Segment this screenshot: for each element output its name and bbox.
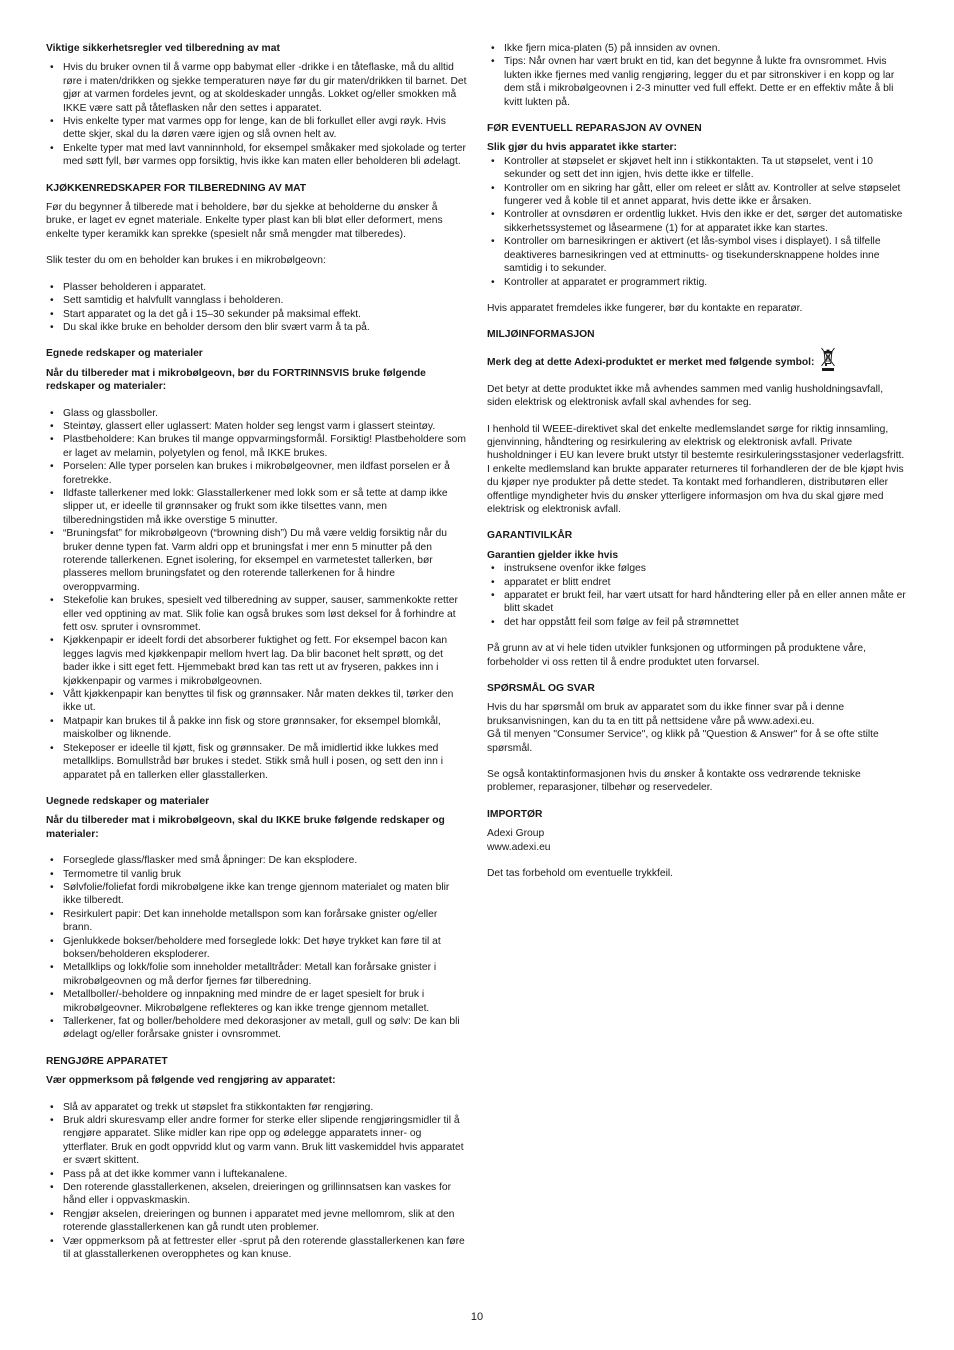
crossed-out-wheelie-bin-icon [820, 346, 836, 372]
list-item: • Hvis enkelte typer mat varmes opp for lenge, kan de bli forkullet eller avgi røyk. Hvis dette skjer, skal du la døren være igjen og slå ovnen helt av. [46, 115, 468, 142]
list-item: • Glass og glassboller. [46, 407, 468, 420]
list-item: • Pass på at det ikke kommer vann i luftekanalene. [46, 1168, 468, 1181]
unsuitable-intro: Når du tilbereder mat i mikrobølgeovn, skal du IKKE bruke følgende redskaper og materialer: [46, 815, 445, 840]
cleaning-list [46, 1101, 468, 1262]
list-item: • Bruk aldri skuresvamp eller andre former for sterke eller slipende rengjøringsmidler til å rengjøre apparatet. Slike midler kan ripe opp og ødelegge apparatets inner- og ytterflater. Bruk en godt oppvridd klut og varm vann. Bruk litt vaskemiddel hvis apparatet er svært skittent. [46, 1114, 468, 1168]
heading-safety: Viktige sikkerhetsregler ved tilberedning av mat [46, 43, 280, 54]
utensils-intro: Før du begynner å tilberede mat i beholdere, bør du sjekke at beholderne du ønsker å bruke, er laget ev egnet materiale. Enkelte typer plast kan bli bløt eller deformert, mens enkelte typer keramikk kan sprekke (spesielt når små mengder mat tilberedes). [46, 202, 443, 240]
list-item: • Steintøy, glassert eller uglassert: Maten holder seg lengst varm i glassert steintøy. [46, 420, 468, 433]
page-number: 10 [470, 1311, 484, 1323]
list-item: • Termometre til vanlig bruk [46, 868, 468, 881]
list-item: • Du skal ikke bruke en beholder dersom den blir svært varm å ta på. [46, 321, 468, 334]
list-item: • Kontroller om en sikring har gått, eller om releet er slått av. Kontroller at selve støpselet fungerer ved å koble til et annet apparat, hvis dette ikke er årsaken. [487, 182, 909, 209]
list-item: • apparatet er blitt endret [487, 576, 909, 589]
list-item: • apparatet er brukt feil, har vært utsatt for hard håndtering eller på en eller annen måte er blitt skadet [487, 589, 909, 616]
list-item: • Enkelte typer mat med lavt vanninnhold, for eksempel småkaker med sjokolade og terter med søtt fyll, bør varmes opp forsiktig, hvis ikke kan maten eller beholderen bli ødelagt. [46, 142, 468, 169]
list-item: • Hvis du bruker ovnen til å varme opp babymat eller -drikke i en tåteflaske, må du alltid røre i maten/drikken og sjekke temperaturen nøye før du gir maten/drikken til barnet. Det gjør at varmen fordeles jevnt, og at skoldeskader unngås. Lokket og/eller smokken må IKKE være satt på tåteflasken når den settes i apparatet. [46, 61, 468, 115]
list-item: • Tallerkener, fat og boller/beholdere med dekorasjoner av metall, gull og sølv: De kan bli ødelagt og/eller forårsake gnister i ovnsrommet. [46, 1015, 468, 1042]
list-item: • Stekefolie kan brukes, spesielt ved tilberedning av supper, sauser, sammenkokte retter eller ved opptining av mat. Slik folie kan også brukes som løst deksel for å forhindre at fett osv. spruter i ovnsrommet. [46, 594, 468, 634]
cleaning-intro: Vær oppmerksom på følgende ved rengjøring av apparatet: [46, 1075, 336, 1087]
list-item: • Plasser beholderen i apparatet. [46, 281, 468, 294]
heading-faq: SPØRSMÅL OG SVAR [487, 683, 595, 695]
repair-list [487, 155, 909, 289]
list-item: • Plastbeholdere: Kan brukes til mange oppvarmingsformål. Forsiktig! Plastbeholdere som er laget av melamin, polyetylen og fenol, må IKKE brukes. [46, 433, 468, 460]
list-item: • Rengjør akselen, dreieringen og bunnen i apparatet med jevne mellomrom, slik at den roterende glasstallerkenen kan gå rundt uten problemer. [46, 1208, 468, 1235]
heading-environment: MILJØINFORMASJON [487, 329, 595, 341]
list-item: • Sølvfolie/foliefat fordi mikrobølgene ikke kan trenge gjennom materialet og maten blir ikke tilberedt. [46, 881, 468, 908]
list-item: • Ildfaste tallerkener med lokk: Glasstallerkener med lokk som er så tette at damp ikke slipper ut, er ideelle til grønnsaker og frukt som ikke tilsettes vann, men tilberedningstiden må ikke overstige 5 minutter. [46, 487, 468, 527]
faq-para1-line2: Gå til menyen "Consumer Service", og klikk på "Question & Answer" for å se ofte stilte spørsmål. [487, 729, 879, 754]
repair-intro: Slik gjør du hvis apparatet ikke starter: [487, 142, 677, 154]
warranty-intro: Garantien gjelder ikke hvis [487, 549, 619, 561]
list-item: • “Bruningsfat” for mikrobølgeovn (“browning dish”) Du må være veldig forsiktig når du bruker denne typen fat. Varm aldri opp et bruningsfat i mer enn 5 minutter på den roterende tallerkenen. Egnet isolering, for eksempel en varmetestet tallerken, bør plasseres mellom bruningsfatet og den roterende tallerkenen for å hindre overoppvarming. [46, 527, 468, 594]
list-item: • Kontroller at støpselet er skjøvet helt inn i stikkontakten. Ta ut støpselet, vent i 10 sekunder og sett det inn igjen, hvis dette ikke er tilfelle. [487, 155, 909, 182]
repair-outro: Hvis apparatet fremdeles ikke fungerer, bør du kontakte en reparatør. [487, 302, 803, 314]
list-item: • Forseglede glass/flasker med små åpninger: De kan eksplodere. [46, 854, 468, 867]
heading-utensils: KJØKKENREDSKAPER FOR TILBEREDNING AV MAT [46, 182, 307, 194]
heading-unsuitable: Uegnede redskaper og materialer [46, 795, 210, 807]
suitable-intro: Når du tilbereder mat i mikrobølgeovn, bør du FORTRINNSVIS bruke følgende redskaper og materialer: [46, 367, 426, 393]
heading-suitable: Egnede redskaper og materialer [46, 348, 203, 360]
heading-warranty: GARANTIVILKÅR [487, 530, 573, 542]
list-item: • Tips: Når ovnen har vært brukt en tid, kan det begynne å lukte fra ovnsrommet. Hvis lukten ikke fjernes med vanlig rengjøring, legger du et par sitronskiver i en kopp og lar dem stå i mikrobølgeovnen i 2-3 minutter ved full effekt. Dette er en effektiv måte å bli kvitt lukten på. [487, 55, 909, 109]
importer-company: Adexi Group [487, 828, 545, 840]
list-item: • Porselen: Alle typer porselen kan brukes i mikrobølgeovner, men ildfast porselen er å foretrekke. [46, 460, 468, 487]
list-item: • Slå av apparatet og trekk ut støpslet fra stikkontakten før rengjøring. [46, 1101, 468, 1114]
list-item: • Kontroller at ovnsdøren er ordentlig lukket. Hvis den ikke er det, sørger det automatiske sikkerhetssystemet og låsearmene (1) for at apparatet ikke kan startes. [487, 208, 909, 235]
faq-para1-line1: Hvis du har spørsmål om bruk av apparatet som du ikke finner svar på i denne bruksanvisningen, kan du ta en titt på nettsidene våre på www.adexi.eu. [487, 702, 845, 727]
symbol-line-text: Merk deg at dette Adexi-produktet er merket med følgende symbol: [487, 357, 815, 369]
left-column [46, 42, 468, 1262]
list-item: • Gjenlukkede bokser/beholdere med forseglede lokk: Det høye trykket kan føre til at boksen/beholderen eksploderer. [46, 935, 468, 962]
list-item: • Resirkulert papir: Det kan inneholde metallspon som kan forårsake gnister og/eller brann. [46, 908, 468, 935]
environment-para2: I henhold til WEEE-direktivet skal det enkelte medlemslandet sørge for riktig innsamling, gjenvinning, håndtering og resirkulering av elektrisk og elektronisk avfall. Private husholdninger i EU kan levere brukt utstyr til bestemte resirkuleringsstasjoner vederlagsfritt. I enkelte medlemsland kan brukte apparater returneres til forhandleren der de ble kjøpt hvis du kjøper nye produkter på dette stedet. Ta kontakt med forhandleren, distributøren eller offentlige myndigheter hvis du ønsker ytterligere informasjon om hva du skal gjøre med elektrisk og elektronisk avfall. [487, 423, 905, 515]
list-item: • det har oppstått feil som følge av feil på strømnettet [487, 616, 909, 629]
list-item: • Vær oppmerksom på at fettrester eller -sprut på den roterende glasstallerkenen kan føre til at glasstallerkenen overopphetes og kan knuse. [46, 1235, 468, 1262]
list-item: • Start apparatet og la det gå i 15–30 sekunder på maksimal effekt. [46, 308, 468, 321]
list-item: • Vått kjøkkenpapir kan benyttes til fisk og grønnsaker. Når maten dekkes til, tørker den ikke ut. [46, 688, 468, 715]
heading-repair: FØR EVENTUELL REPARASJON AV OVNEN [487, 123, 702, 135]
list-item: • instruksene ovenfor ikke følges [487, 562, 909, 575]
cleaning-list-continued [487, 42, 909, 109]
test-list [46, 281, 468, 335]
utensils-test-intro: Slik tester du om en beholder kan brukes i en mikrobølgeovn: [46, 255, 326, 267]
disclaimer: Det tas forbehold om eventuelle trykkfeil. [487, 868, 674, 880]
symbol-line [487, 344, 909, 370]
environment-para1: Det betyr at dette produktet ikke må avhendes sammen med vanlig husholdningsavfall, siden elektrisk og elektronisk avfall skal avhendes for seg. [487, 383, 884, 409]
list-item: • Stekeposer er ideelle til kjøtt, fisk og grønnsaker. De må imidlertid ikke lukkes med metallklips. Bomullstråd bør brukes i stedet. Stikk små hull i posen, og sett den inn i apparatet på en tallerken eller glasstallerken. [46, 742, 468, 782]
list-item: • Kontroller om barnesikringen er aktivert (et lås-symbol vises i displayet). I så tilfelle deaktiveres barnesikringen ved at ettminutts- og tisekundersknappene holdes inne samtidig i to sekunder. [487, 235, 909, 275]
list-item: • Matpapir kan brukes til å pakke inn fisk og store grønnsaker, for eksempel blomkål, maiskolber og liknende. [46, 715, 468, 742]
list-item: • Metallboller/-beholdere og innpakning med mindre de er laget spesielt for bruk i mikrobølgeovner. Mikrobølgene reflekteres og kan ikke trenge gjennom metallet. [46, 988, 468, 1015]
list-item: • Ikke fjern mica-platen (5) på innsiden av ovnen. [487, 42, 909, 55]
warranty-list [487, 562, 909, 629]
list-item: • Sett samtidig et halvfullt vannglass i beholderen. [46, 294, 468, 307]
heading-cleaning: RENGJØRE APPARATET [46, 1055, 168, 1067]
warranty-outro: På grunn av at vi hele tiden utvikler funksjonen og utformingen på produktene våre, forbeholder vi oss retten til å endre produktet uten forvarsel. [487, 643, 866, 668]
list-item: • Kjøkkenpapir er ideelt fordi det absorberer fuktighet og fett. For eksempel bacon kan legges lagvis med kjøkkenpapir mellom hvert lag. Da blir baconet helt sprøtt, og det bader ikke i sitt eget fett. Hjemmebakt brød kan tas rett ut av fryseren, pakkes inn i kjøkkenpapir og varmes i mikrobølgeovnen. [46, 634, 468, 688]
safety-list [46, 61, 468, 168]
list-item: • Metallklips og lokk/folie som inneholder metalltråder: Metall kan forårsake gnister i mikrobølgeovnen og må derfor fjernes før tilberedning. [46, 961, 468, 988]
importer-website: www.adexi.eu [487, 841, 551, 853]
list-item: • Den roterende glasstallerkenen, akselen, dreieringen og grillinnsatsen kan vaskes for hånd eller i oppvaskmaskin. [46, 1181, 468, 1208]
faq-para2: Se også kontaktinformasjonen hvis du ønsker å kontakte oss vedrørende tekniske problemer, reparasjoner, tilbehør og reservedeler. [487, 769, 861, 794]
heading-importer: IMPORTØR [487, 808, 543, 820]
unsuitable-list [46, 854, 468, 1042]
list-item: • Kontroller at apparatet er programmert riktig. [487, 276, 909, 289]
suitable-list [46, 407, 468, 782]
right-column [487, 42, 909, 881]
